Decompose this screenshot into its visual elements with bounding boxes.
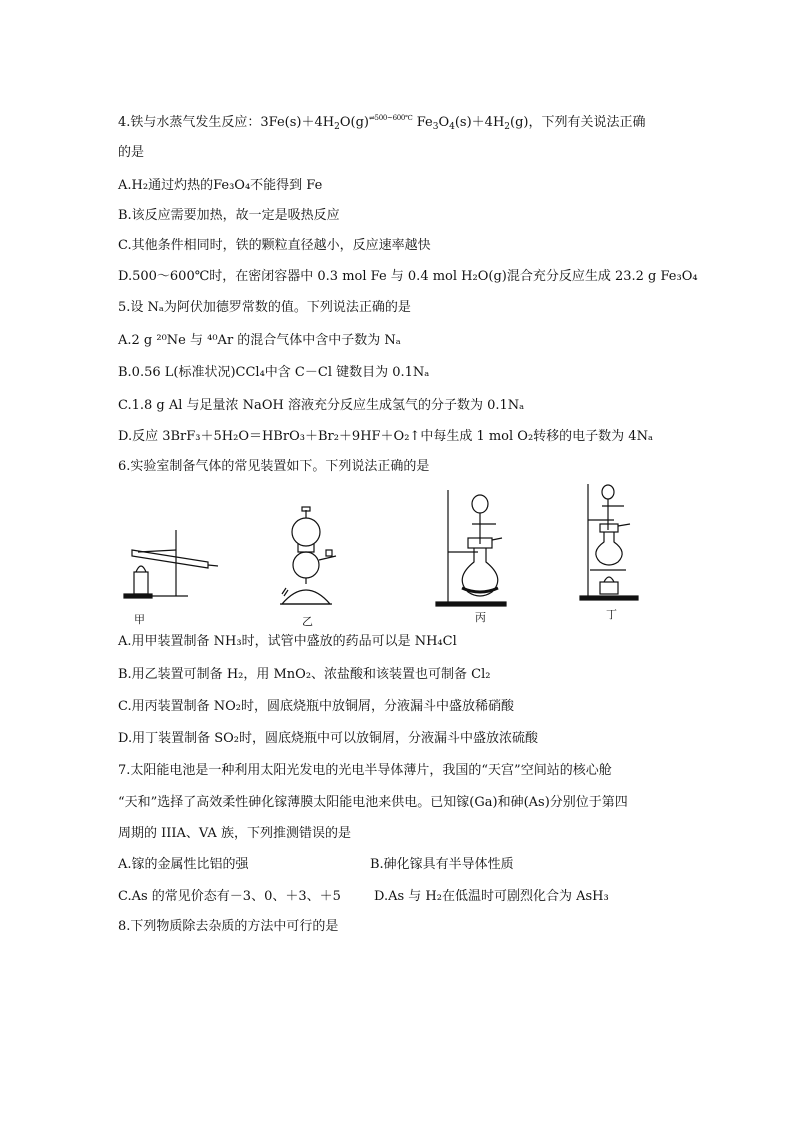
- q4-stem-line1: 4.铁与水蒸气发生反应：$3Fe(s)+4H_2O(g)^{\rightleftharpoons 500\sim 600℃}$ $Fe_3O_4(s)+4H_2(g)$，下列有关说法正确: [118, 114, 646, 132]
- q5-option-b: B.0.56 L(标准状况)CCl₄中含 C－Cl 键数目为 0.1Nₐ: [118, 365, 430, 380]
- label-jia: 甲: [134, 613, 145, 626]
- q8-stem: 8.下列物质除去杂质的方法中可行的是: [118, 919, 339, 934]
- q4-option-a: A.H₂通过灼热的Fe₃O₄不能得到 Fe: [118, 178, 323, 193]
- q4-stem-part: 4.铁与水蒸气发生反应：3Fe(s)＋4H: [118, 115, 335, 130]
- apparatus-bing: [436, 490, 506, 606]
- q7-option-b: B.砷化镓具有半导体性质: [370, 857, 514, 872]
- q4-option-d: D.500～600℃时，在密闭容器中 0.3 mol Fe 与 0.4 mol H₂O(g)混合充分反应生成 23.2 g Fe₃O₄: [118, 269, 698, 284]
- q4-stem-part: (s)＋4H: [454, 115, 505, 130]
- label-ding: 丁: [606, 608, 617, 621]
- q7-stem-line3: 周期的 IIIA、VA 族，下列推测错误的是: [118, 826, 351, 841]
- q4-stem-part: Fe: [412, 115, 433, 130]
- q4-option-b: B.该反应需要加热，故一定是吸热反应: [118, 208, 340, 223]
- q7-stem-line1: 7.太阳能电池是一种利用太阳光发电的光电半导体薄片，我国的“天宫”空间站的核心舱: [118, 763, 612, 778]
- apparatus-yi: [280, 507, 336, 604]
- q5-option-a: A.2 g ²⁰Ne 与 ⁴⁰Ar 的混合气体中含中子数为 Nₐ: [118, 333, 401, 348]
- q6-option-a: A.用甲装置制备 NH₃时，试管中盛放的药品可以是 NH₄Cl: [118, 634, 457, 649]
- q6-stem: 6.实验室制备气体的常见装置如下。下列说法正确的是: [118, 459, 430, 474]
- q5-option-c: C.1.8 g Al 与足量浓 NaOH 溶液充分反应生成氢气的分子数为 0.1Nₐ: [118, 398, 525, 413]
- q4-stem-line2: 的是: [118, 145, 145, 160]
- q4-stem-part: O(g): [339, 115, 369, 130]
- q4-stem-part: (g)，下列有关说法正确: [510, 115, 646, 130]
- apparatus-jia: [124, 530, 218, 598]
- q7-option-c: C.As 的常见价态有－3、0、＋3、＋5: [118, 889, 341, 904]
- q4-option-c: C.其他条件相同时，铁的颗粒直径越小，反应速率越快: [118, 238, 431, 253]
- reaction-condition-text: 500~600℃: [374, 114, 413, 122]
- q4-stem-part: O: [438, 115, 450, 130]
- q7-stem-line2: “天和”选择了高效柔性砷化镓薄膜太阳能电池来供电。已知镓(Ga)和砷(As)分别位于第四: [118, 795, 628, 810]
- q7-option-d: D.As 与 H₂在低温时可剧烈化合为 AsH₃: [374, 889, 609, 904]
- q6-option-b: B.用乙装置可制备 H₂，用 MnO₂、浓盐酸和该装置也可制备 Cl₂: [118, 667, 491, 682]
- q5-option-d: D.反应 3BrF₃＋5H₂O＝HBrO₃＋Br₂＋9HF＋O₂↑中每生成 1 mol O₂转移的电子数为 4Nₐ: [118, 429, 653, 444]
- apparatus-figures: [118, 480, 678, 630]
- reaction-condition: ⇌500~600℃: [368, 114, 413, 122]
- q5-stem: 5.设 Nₐ为阿伏加德罗常数的值。下列说法正确的是: [118, 300, 411, 315]
- q7-option-a: A.镓的金属性比铝的强: [118, 857, 249, 872]
- q6-option-d: D.用丁装置制备 SO₂时，圆底烧瓶中可以放铜屑，分液漏斗中盛放浓硫酸: [118, 731, 538, 746]
- q6-option-c: C.用丙装置制备 NO₂时，圆底烧瓶中放铜屑，分液漏斗中盛放稀硝酸: [118, 699, 514, 714]
- apparatus-ding: [580, 484, 638, 600]
- label-bing: 丙: [475, 611, 486, 624]
- label-yi: 乙: [302, 615, 313, 628]
